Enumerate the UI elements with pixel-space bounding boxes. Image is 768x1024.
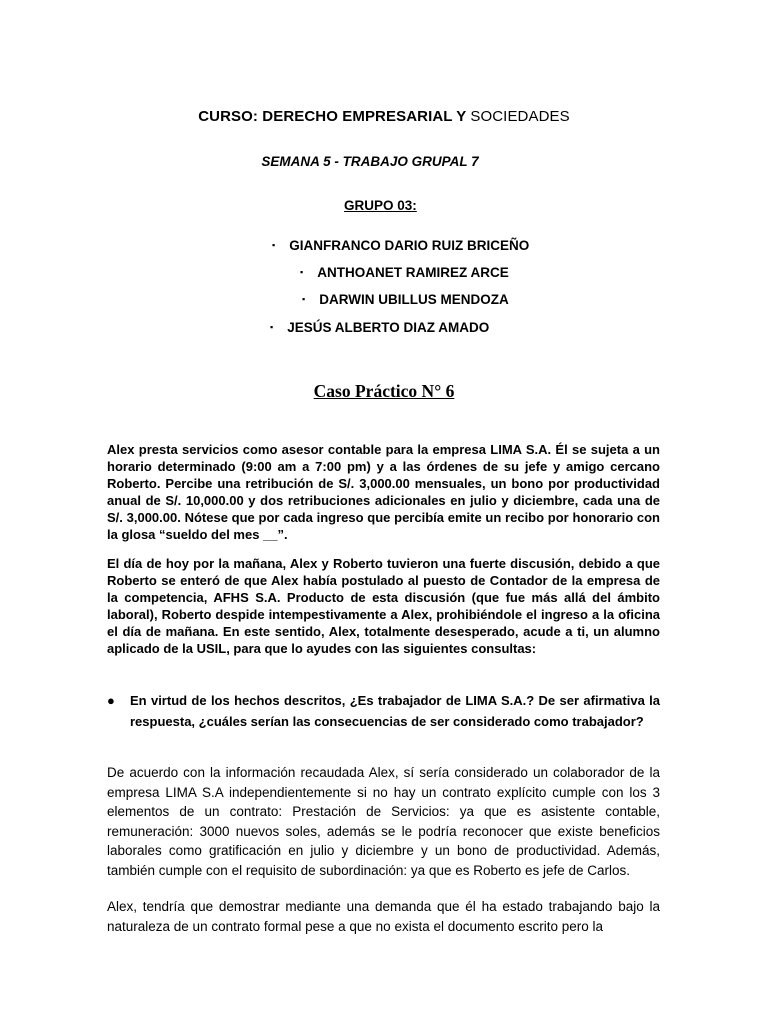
member-item	[270, 320, 489, 335]
question-item	[107, 690, 660, 732]
member-name: JESÚS ALBERTO DIAZ AMADO	[287, 320, 490, 335]
square-bullet-icon: ▪	[270, 322, 274, 332]
course-title-regular: SOCIEDADES	[470, 108, 570, 125]
square-bullet-icon: ▪	[272, 240, 276, 250]
case-paragraph-1: Alex presta servicios como asesor contable para la empresa LIMA S.A. Él se sujeta a un horario determinado (9:00 am a 7:00 pm) y a las órdenes de su jefe y amigo cercano Roberto. Percibe una retribución de S/. 3,000.00 mensuales, un bono por productividad anual de S/. 10,000.00 y dos retribuciones adicionales en julio y diciembre, cada una de S/. 3,000.00. Nótese que por cada ingreso que percibía emite un recibo por honorario con la glosa “sueldo del mes __”.	[107, 442, 660, 542]
square-bullet-icon: ▪	[300, 267, 304, 277]
course-title-bold: CURSO: DERECHO EMPRESARIAL Y	[198, 108, 467, 125]
member-item	[300, 265, 509, 280]
member-name: ANTHOANET RAMIREZ ARCE	[317, 265, 509, 280]
case-title: Caso Práctico N° 6	[313, 381, 455, 401]
member-item	[272, 238, 529, 253]
case-paragraph-2: El día de hoy por la mañana, Alex y Roberto tuvieron una fuerte discusión, debido a que Roberto se enteró de que Alex había postulado al puesto de Contador de la empresa de la competencia, AFHS S.A. Producto de esta discusión (que fue más allá del ámbito laboral), Roberto despide intempestivamente a Alex, prohibiéndole el ingreso a la oficina el día de mañana. En este sentido, Alex, totalmente desesperado, acude a ti, un alumno aplicado de la USIL, para que lo ayudes con las siguientes consultas:	[107, 556, 660, 656]
member-name: GIANFRANCO DARIO RUIZ BRICEÑO	[289, 238, 530, 253]
round-bullet-icon: ●	[107, 693, 115, 708]
member-item	[302, 292, 509, 307]
week-title: SEMANA 5 - TRABAJO GRUPAL 7	[261, 154, 479, 169]
square-bullet-icon: ▪	[302, 294, 306, 304]
answer-paragraph-1: De acuerdo con la información recaudada Alex, sí sería considerado un colaborador de la empresa LIMA S.A independientemente si no hay un contrato explícito cumple con los 3 elementos de un contrato: Prestación de Servicios: ya que es asistente contable, remuneración: 3000 nuevos soles, además se le podría reconocer que existe beneficios laborales como gratificación en julio y diciembre y un bono de productividad. Además, también cumple con el requisito de subordinación: ya que es Roberto es jefe de Carlos.	[107, 765, 660, 878]
answer-paragraph-2: Alex, tendría que demostrar mediante una demanda que él ha estado trabajando bajo la naturaleza de un contrato formal pese a que no exista el documento escrito pero la	[107, 899, 660, 934]
question-text: En virtud de los hechos descritos, ¿Es trabajador de LIMA S.A.? De ser afirmativa la respuesta, ¿cuáles serían las consecuencias de ser considerado como trabajador?	[130, 693, 660, 729]
group-label: GRUPO 03:	[344, 198, 417, 213]
course-title	[0, 108, 768, 125]
member-name: DARWIN UBILLUS MENDOZA	[319, 292, 509, 307]
